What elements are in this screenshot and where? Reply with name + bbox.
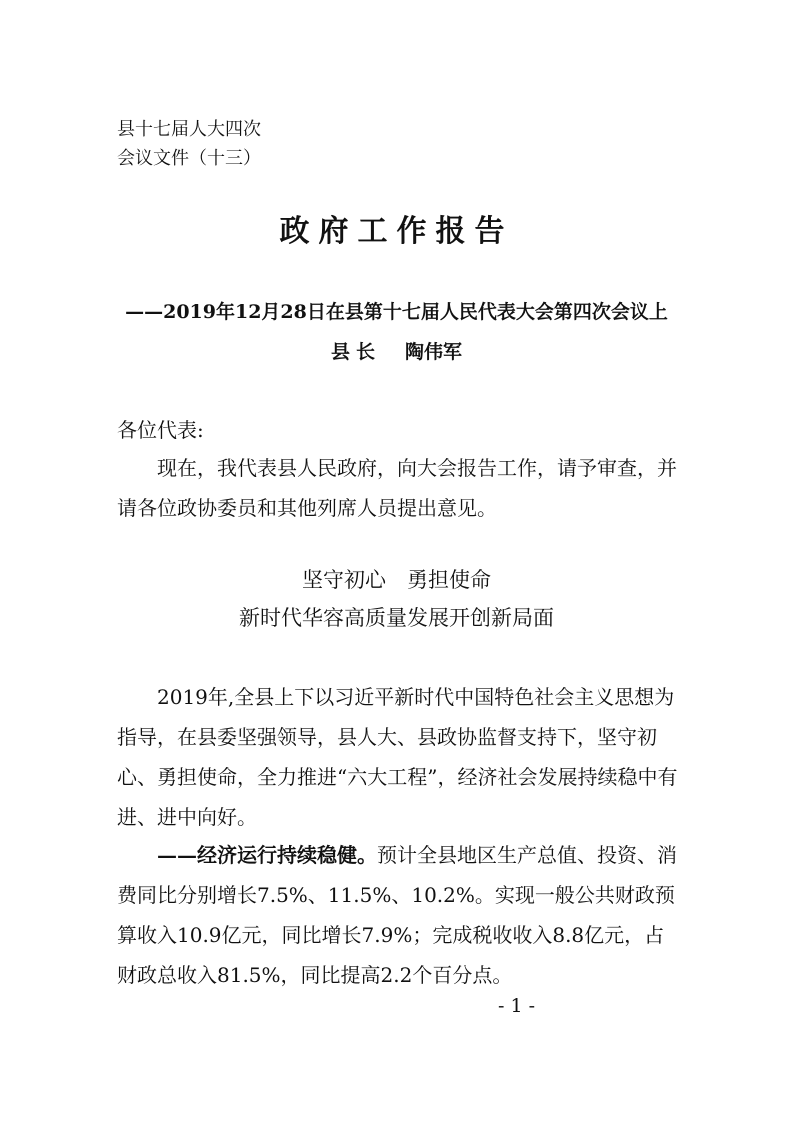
- economy-paragraph-text: 预计全县地区生产总值、投资、消费同比分别增长7.5%、11.5%、10.2%。实现一般公共财政预算收入10.9亿元，同比增长7.9%；完成税收收入8.8亿元，占财政总收入81.5%，同比提高2.2个百分点。: [117, 843, 677, 987]
- speaker-name: 陶伟军: [405, 341, 463, 363]
- section-heading-line-1: 坚守初心 勇担使命: [302, 568, 491, 592]
- document-label-line-2: 会议文件（十三）: [117, 148, 261, 169]
- economy-paragraph-lead: ——经济运行持续稳健。: [157, 843, 377, 867]
- section-heading-line-2: 新时代华容高质量发展开创新局面: [239, 606, 554, 630]
- economy-paragraph: [117, 835, 682, 995]
- summary-paragraph: 2019年,全县上下以习近平新时代中国特色社会主义思想为指导，在县委坚强领导，县人大、县政协监督支持下，坚守初心、勇担使命，全力推进“六大工程”，经济社会发展持续稳中有进、进中向好。: [117, 685, 678, 829]
- page-number: - 1 -: [497, 995, 535, 1017]
- report-title: 政府工作报告: [279, 214, 514, 249]
- salutation: 各位代表:: [117, 418, 204, 442]
- report-speaker: [0, 338, 793, 366]
- document-label-line-1: 县十七届人大四次: [117, 119, 261, 140]
- report-subtitle-date-venue: ——2019年12月28日在县第十七届人民代表大会第四次会议上: [125, 301, 668, 323]
- intro-paragraph: 现在，我代表县人民政府，向大会报告工作，请予审查，并请各位政协委员和其他列席人员提出意见。: [117, 456, 677, 520]
- speaker-role: 县长: [330, 341, 381, 363]
